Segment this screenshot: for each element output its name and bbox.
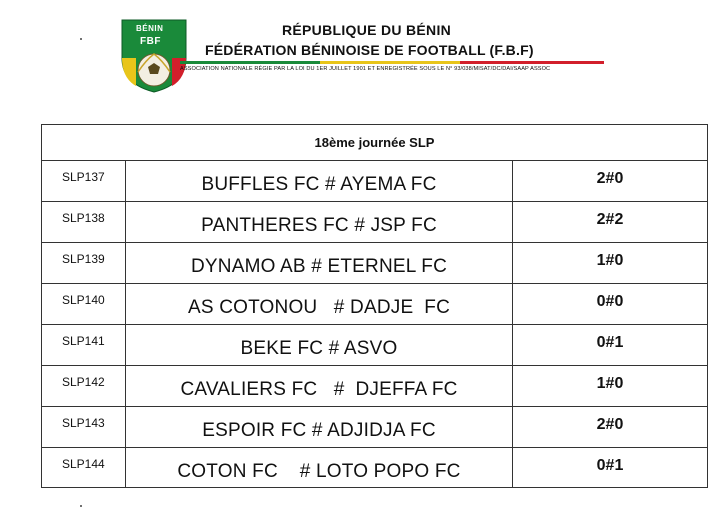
match-code: SLP142 [62, 375, 105, 389]
federation-heading: FÉDÉRATION BÉNINOISE DE FOOTBALL (F.B.F) [205, 42, 534, 58]
match-score: 2#0 [512, 161, 707, 201]
document-header [0, 0, 720, 110]
table-row [42, 284, 707, 325]
table-row [42, 325, 707, 366]
table-row [42, 161, 707, 202]
table-title: 18ème journée SLP [42, 125, 707, 161]
match-fixture: BUFFLES FC # AYEMA FC [125, 161, 512, 201]
match-fixture: CAVALIERS FC # DJEFFA FC [125, 366, 512, 406]
table-row [42, 448, 707, 489]
match-code: SLP143 [62, 416, 105, 430]
match-code: SLP137 [62, 170, 105, 184]
match-fixture: PANTHERES FC # JSP FC [125, 202, 512, 242]
match-score: 0#1 [512, 448, 707, 488]
match-score: 1#0 [512, 366, 707, 406]
match-score: 0#1 [512, 325, 707, 365]
republic-heading: RÉPUBLIQUE DU BÉNIN [282, 22, 452, 38]
match-code: SLP139 [62, 252, 105, 266]
match-fixture: AS COTONOU # DADJE FC [125, 284, 512, 324]
match-fixture: BEKE FC # ASVO [125, 325, 512, 365]
match-score: 1#0 [512, 243, 707, 283]
speck [80, 505, 82, 507]
match-fixture: ESPOIR FC # ADJIDJA FC [125, 407, 512, 447]
match-code: SLP144 [62, 457, 105, 471]
speck [80, 38, 82, 40]
logo-initials-text: FBF [140, 36, 161, 47]
table-row [42, 243, 707, 284]
match-fixture: DYNAMO AB # ETERNEL FC [125, 243, 512, 283]
match-code: SLP138 [62, 211, 105, 225]
table-row [42, 407, 707, 448]
match-code: SLP140 [62, 293, 105, 307]
match-score: 0#0 [512, 284, 707, 324]
match-score: 2#2 [512, 202, 707, 242]
match-score: 2#0 [512, 407, 707, 447]
logo-country-text: BÉNIN [136, 24, 164, 33]
association-note: ASSOCIATION NATIONALE RÉGIE PAR LA LOI DU 1ER JUILLET 1901 ET ENREGISTRÉE SOUS LE N° 93/038/MISAT/DC/DAI/SAAP ASSOC [180, 66, 551, 72]
table-row [42, 366, 707, 407]
flag-rule [180, 61, 604, 64]
table-row [42, 202, 707, 243]
match-fixture: COTON FC # LOTO POPO FC [125, 448, 512, 488]
match-code: SLP141 [62, 334, 105, 348]
results-table [41, 124, 708, 488]
